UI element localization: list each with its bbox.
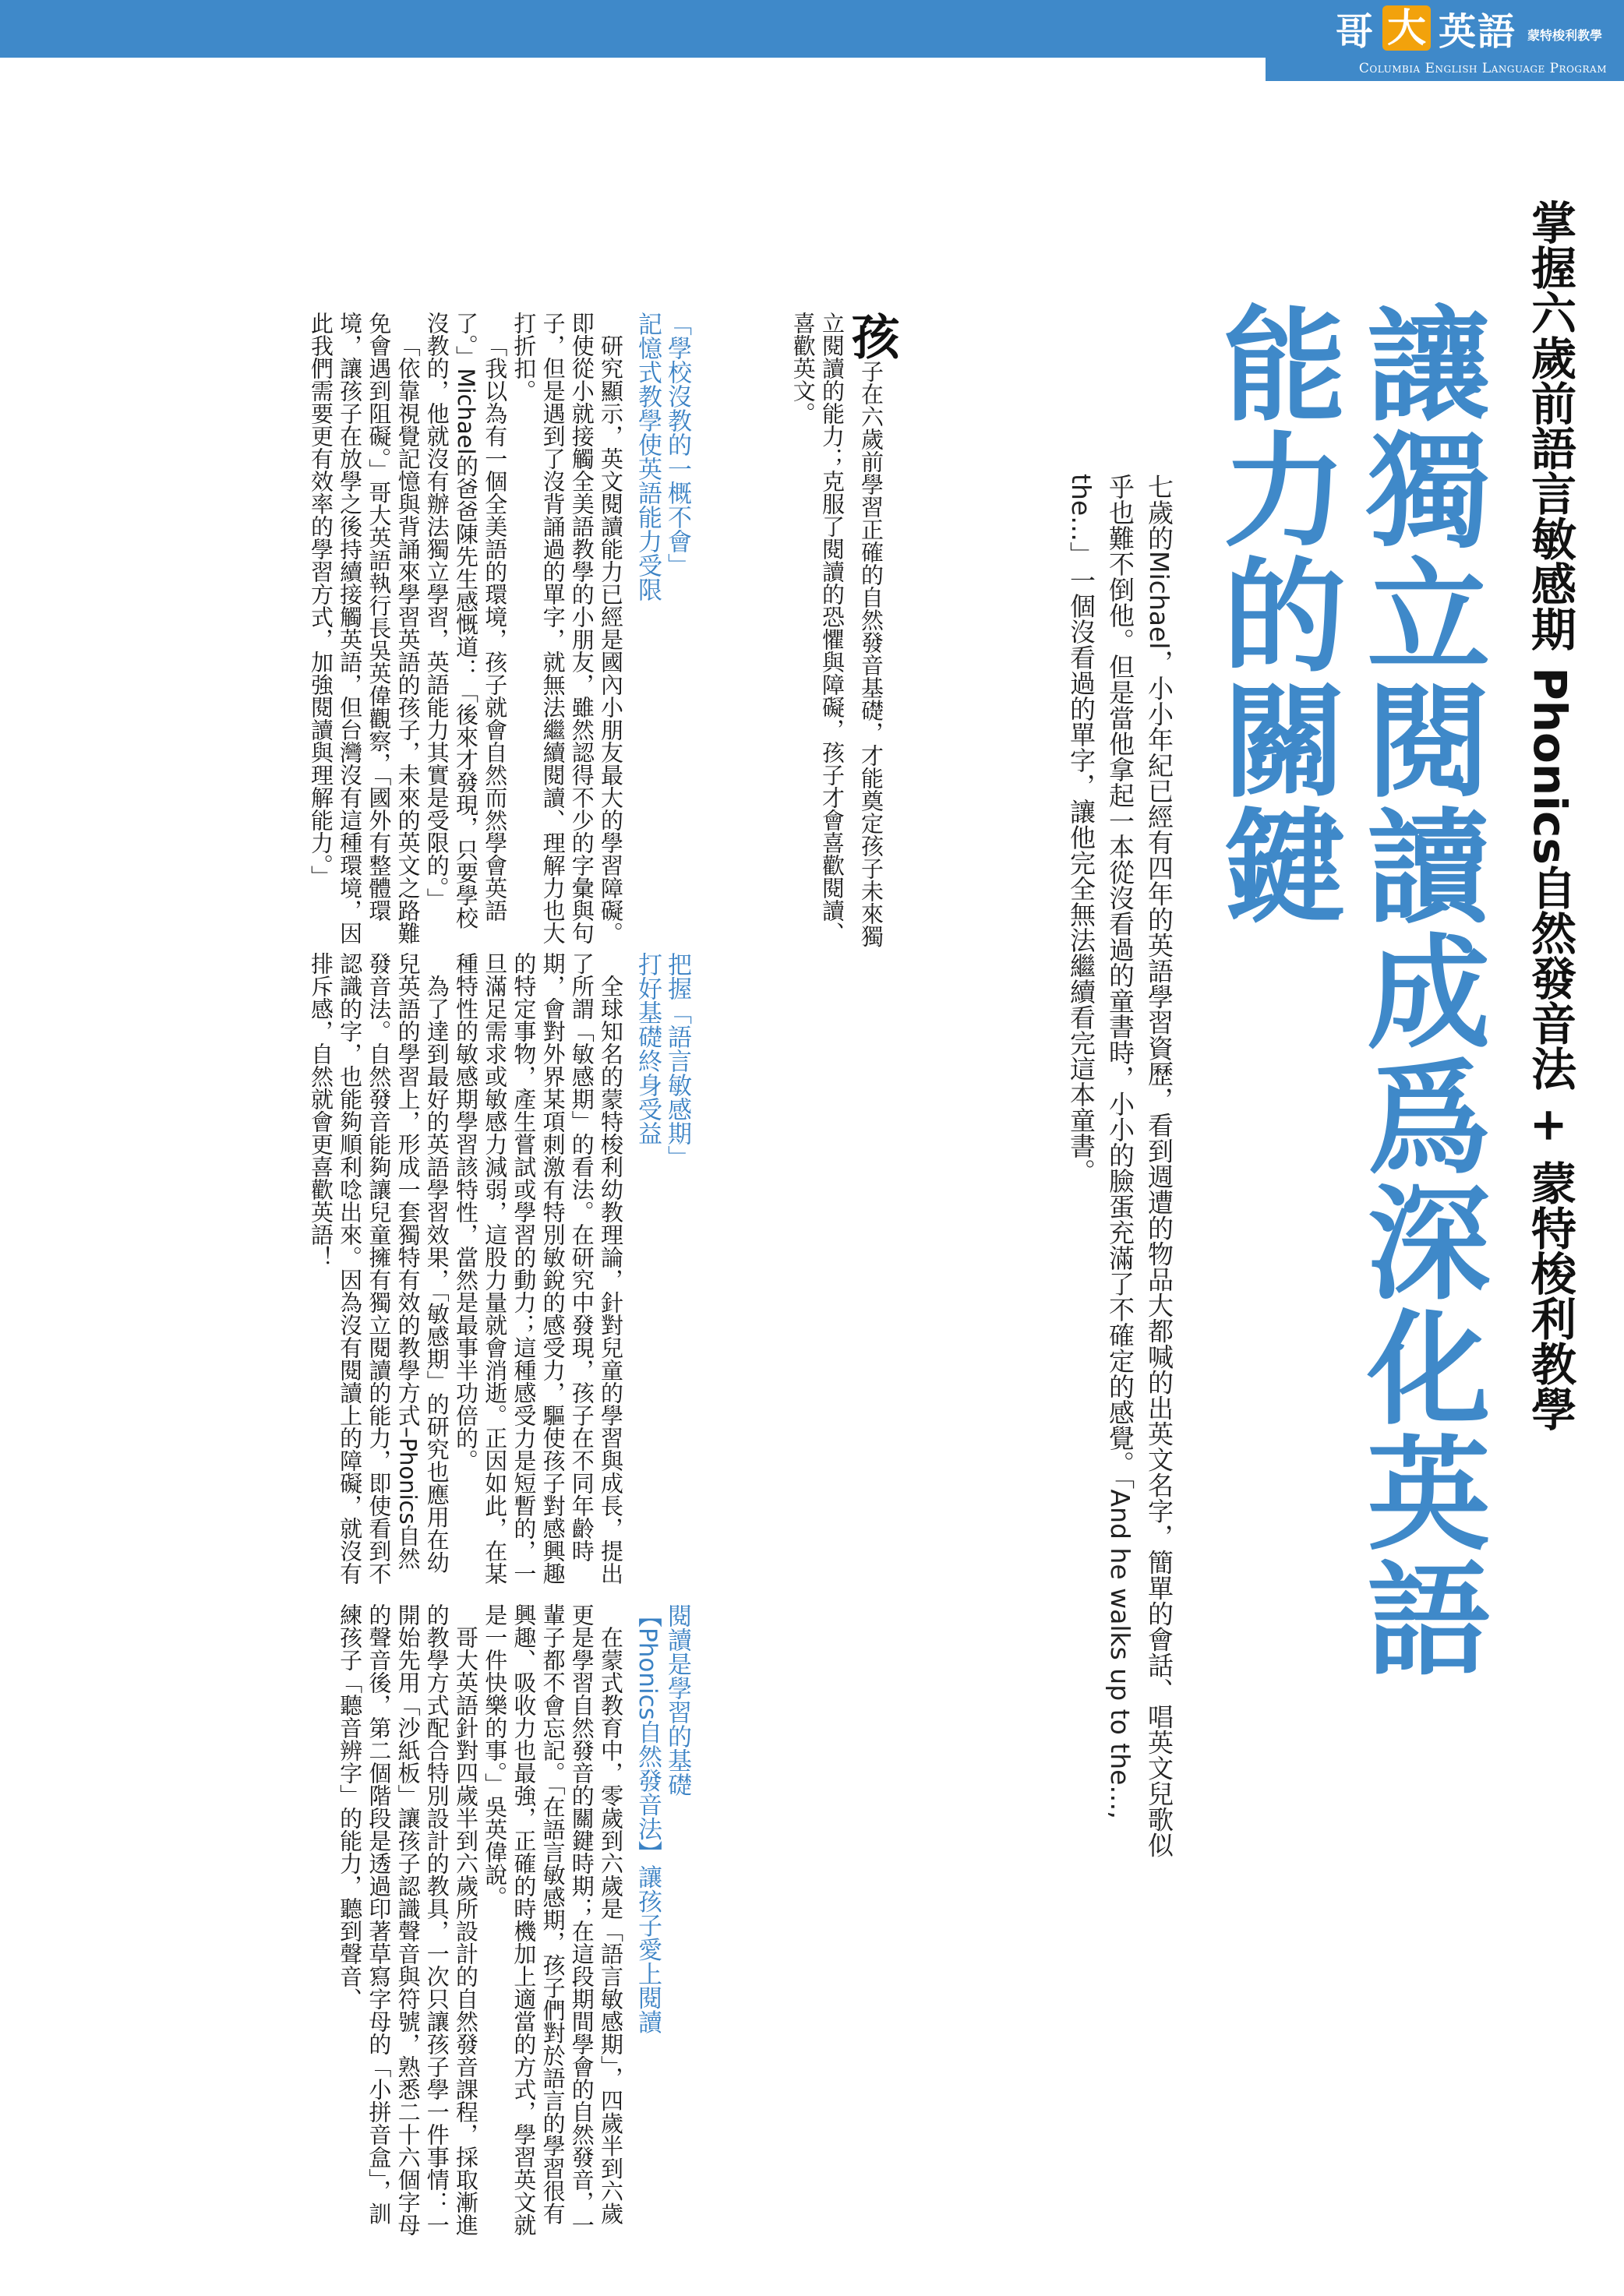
article-lead: 七歲的Michael，小小年紀已經有四年的英語學習資歷，看到週遭的物品大都喊的出英文名字，簡單的會話、唱英文兒歌似乎也難不倒他。但是當他拿起一本從沒看過的童書時，小小的臉蛋充滿了不確定的感覺。「And he walks up to the…, the…」一個沒看過的單字，讓他完全無法繼續看完這本童書。 bbox=[1066, 474, 1174, 1858]
section3-heading-line1: 閱讀是學習的基礎 bbox=[663, 1603, 691, 1797]
section2-paragraph-1: 全球知名的蒙特梭利幼教理論，針對兒童的學習與成長，提出了所謂「敏感期」的看法。在研究中發現，孩子在不同年齡時期，會對外界某項刺激有特別敏銳的感受力，驅使孩子對感興趣的特定事物，產生嘗試或學習的動力；這種感受力是短暫的，一旦滿足需求或敏感力減弱，這股力量就會消逝。正因如此，在某種特性的敏感期學習該特性，當然是最事半功倍的。 bbox=[452, 952, 624, 1585]
brand-tagline: 蒙特梭利教學 bbox=[1527, 28, 1602, 43]
column-section1 bbox=[147, 312, 700, 950]
column-bottom-spacer bbox=[733, 1603, 896, 2242]
intro-text: 子在六歲前學習正確的自然發音基礎，才能奠定孩子未來獨立閱讀的能力；克服了閱讀的恐懼與障礙，孩子才會喜歡閱讀、喜歡英文。 bbox=[789, 312, 884, 947]
section1-paragraph-3: 「依靠視覺記憶與背誦來學習英語的孩子，未來的英文之路難免會遇到阻礙。」哥大英語執行長吳英偉觀察，「國外有整體環境，讓孩子在放學之後持續接觸英語，但台灣沒有這種環境，因此我們需要更有效率的學習方式，加強閱讀與理解能力。」 bbox=[307, 312, 422, 944]
column-intro bbox=[733, 312, 900, 950]
intro-paragraph bbox=[789, 312, 900, 950]
section3-paragraph-2: 哥大英語針對四歲半到六歲所設計的自然發音課程，採取漸進的教學方式配合特別設計的教具，一次只讓孩子學一件事情：一開始先用「沙紙板」讓孩子認識聲音與符號，熟悉二十六個字母的聲音後，第二個階段是透過印著草寫字母的「小拼音盒」，訓練孩子「聽音辨字」的能力，聽到聲音、 bbox=[337, 1603, 479, 2236]
section1-paragraph-2: 「我以為有一個全美語的環境，孩子就會自然而然學會英語了。」Michael的爸爸陳先生感慨道：「後來才發現，只要學校沒教的，他就沒有辦法獨立學習，英語能力其實是受限的。」 bbox=[423, 312, 509, 929]
section1-heading-line1: 「學校沒教的一概不會」 bbox=[663, 312, 691, 577]
section2-heading bbox=[633, 952, 692, 1591]
section2-heading-line1: 把握「語言敏感期」 bbox=[663, 952, 691, 1169]
drop-cap: 孩 bbox=[843, 312, 900, 360]
brand-logo bbox=[1266, 0, 1624, 81]
brand-name bbox=[1335, 5, 1602, 54]
section2-heading-line2: 打好基礎終身受益 bbox=[634, 952, 662, 1145]
brand-char-da: 大 bbox=[1382, 5, 1431, 51]
article-title: 讓獨立閱讀成爲深化英語能力的關鍵 bbox=[1202, 301, 1490, 1681]
article-subtitle: 掌握六歲前語言敏感期 Phonics自然發音法 + 蒙特梭利教學 bbox=[1523, 199, 1576, 1431]
column-middle-spacer bbox=[733, 952, 896, 1591]
column-section3 bbox=[147, 1603, 700, 2242]
section1-heading-line2: 記憶式教學使英語能力受限 bbox=[634, 312, 662, 601]
section1-paragraph-1: 研究顯示，英文閱讀能力已經是國內小朋友最大的學習障礙。即使從小就接觸全美語教學的小朋友，雖然認得不少的字彙與句子，但是遇到了沒背誦過的單字，就無法繼續閱讀、理解力也大打折扣。 bbox=[510, 312, 624, 944]
section3-heading bbox=[633, 1603, 692, 2242]
section1-heading bbox=[633, 312, 692, 950]
section3-paragraph-1: 在蒙式教育中，零歲到六歲是「語言敏感期」，四歲半到六歲更是學習自然發音的關鍵時期；在這段期間學會的自然發音，一輩子都不會忘記。「在語言敏感期，孩子們對於語言的學習很有興趣、吸收力也最強，正確的時機加上適當的方式，學習英文就是一件快樂的事。」吳英偉說。 bbox=[482, 1603, 624, 2236]
column-section2 bbox=[147, 952, 700, 1591]
brand-english-name: Columbia English Language Program bbox=[1358, 61, 1607, 76]
section3-heading-line2: 【Phonics自然發音法】讓孩子愛上閱讀 bbox=[634, 1603, 662, 2034]
brand-char-ge: 哥 bbox=[1335, 9, 1375, 54]
section2-paragraph-2: 為了達到最好的英語學習效果，「敏感期」的研究也應用在幼兒英語的學習上，形成一套獨特有效的教學方式–Phonics自然發音法。自然發音能夠讓兒童擁有獨立閱讀的能力，即使看到不認識的字，也能夠順利唸出來。因為沒有閱讀上的障礙，就沒有排斥感，自然就會更喜歡英語！ bbox=[307, 952, 450, 1585]
brand-char-yingyu: 英語 bbox=[1438, 9, 1516, 54]
